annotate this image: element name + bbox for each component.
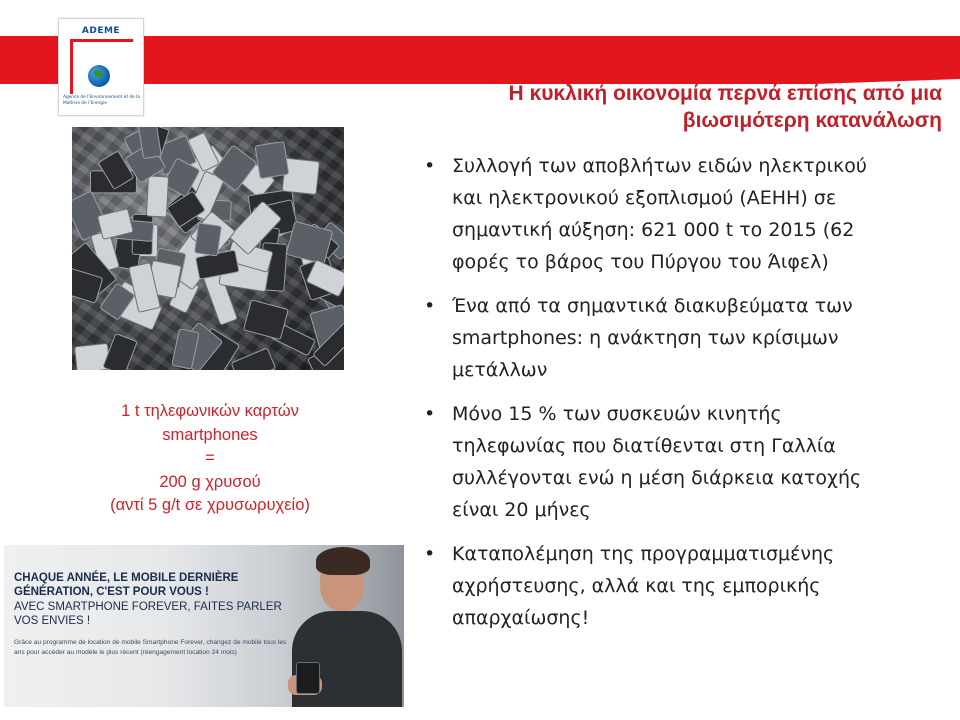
phone-shape <box>242 299 288 340</box>
advert-subheadline: AVEC SMARTPHONE FOREVER, FAITES PARLER VOS ENVIES ! <box>14 601 282 627</box>
phone-shape <box>102 333 138 370</box>
slide-title-line-2: βιωσιμότερη κατανάλωση <box>682 109 942 132</box>
bullet-item-collection-rate <box>405 398 940 526</box>
advert-person-hair <box>316 547 370 575</box>
caption-line-1: 1 t τηλεφωνικών καρτών <box>121 402 299 420</box>
caption-line-2: smartphones <box>162 425 258 444</box>
bullet-marker: • <box>424 295 436 317</box>
smartphone-forever-advert <box>4 545 404 707</box>
gold-recovery-caption <box>72 400 348 518</box>
header-red-band <box>0 36 960 84</box>
caption-line-4: 200 g χρυσού <box>159 472 261 491</box>
bullet-marker: • <box>424 403 436 425</box>
phone-shape <box>231 347 277 370</box>
slide-title <box>509 80 943 134</box>
caption-line-3: = <box>205 449 215 467</box>
bullet-marker: • <box>424 543 436 565</box>
phone-shape <box>146 176 169 218</box>
bullet-item-weee-collection <box>405 150 940 278</box>
advert-small-print: Grâce au programme de location de mobile Smartphone Forever, changez de mobile tous les ans pour accéder au modèle le plus récent (réengagement location 24 mois) <box>14 639 287 656</box>
bullet-text: Καταπολέμηση της προγραμματισμένης αχρήστευσης, αλλά και της εμπορικής απαρχαίωσης! <box>452 543 835 629</box>
discarded-phones-photo <box>72 127 344 370</box>
advert-phone-icon <box>296 662 320 694</box>
logo-name: ADEME <box>81 26 121 36</box>
bullet-text: Συλλογή των αποβλήτων ειδών ηλεκτρικού και ηλεκτρονικού εξοπλισμού (ΑΕΗΗ) σε σημαντική αύξηση: 621 000 t το 2015 (62 φορές το βάρος του Πύργου του Άιφελ) <box>452 155 867 273</box>
advert-text <box>14 571 294 658</box>
globe-icon <box>88 65 110 87</box>
bullet-item-obsolescence <box>405 538 940 634</box>
advert-headline: CHAQUE ANNÉE, LE MOBILE DERNIÈRE GÉNÉRATION, C'EST POUR VOUS ! <box>14 572 239 598</box>
phone-shape <box>254 141 289 180</box>
logo-subtitle: Agence de l'Environnement et de la Maîtrise de l'Energie <box>63 95 140 106</box>
phone-shape <box>194 222 222 256</box>
bullet-item-critical-metals <box>405 290 940 386</box>
bullet-list <box>405 150 940 646</box>
bullet-text: Μόνο 15 % των συσκευών κινητής τηλεφωνίας που διατίθενται στη Γαλλία συλλέγονται ενώ η μέση διάρκεια κατοχής είναι 20 μήνες <box>452 403 862 521</box>
bullet-marker: • <box>424 155 436 177</box>
ademe-logo <box>58 18 144 116</box>
caption-line-5: (αντί 5 g/t σε χρυσωρυχείο) <box>110 496 310 514</box>
bullet-text: Ένα από τα σημαντικά διακυβεύματα των smartphones: η ανάκτηση των κρίσιμων μετάλλων <box>452 295 853 381</box>
slide-title-line-1: Η κυκλική οικονομία περνά επίσης από μια <box>508 82 942 105</box>
